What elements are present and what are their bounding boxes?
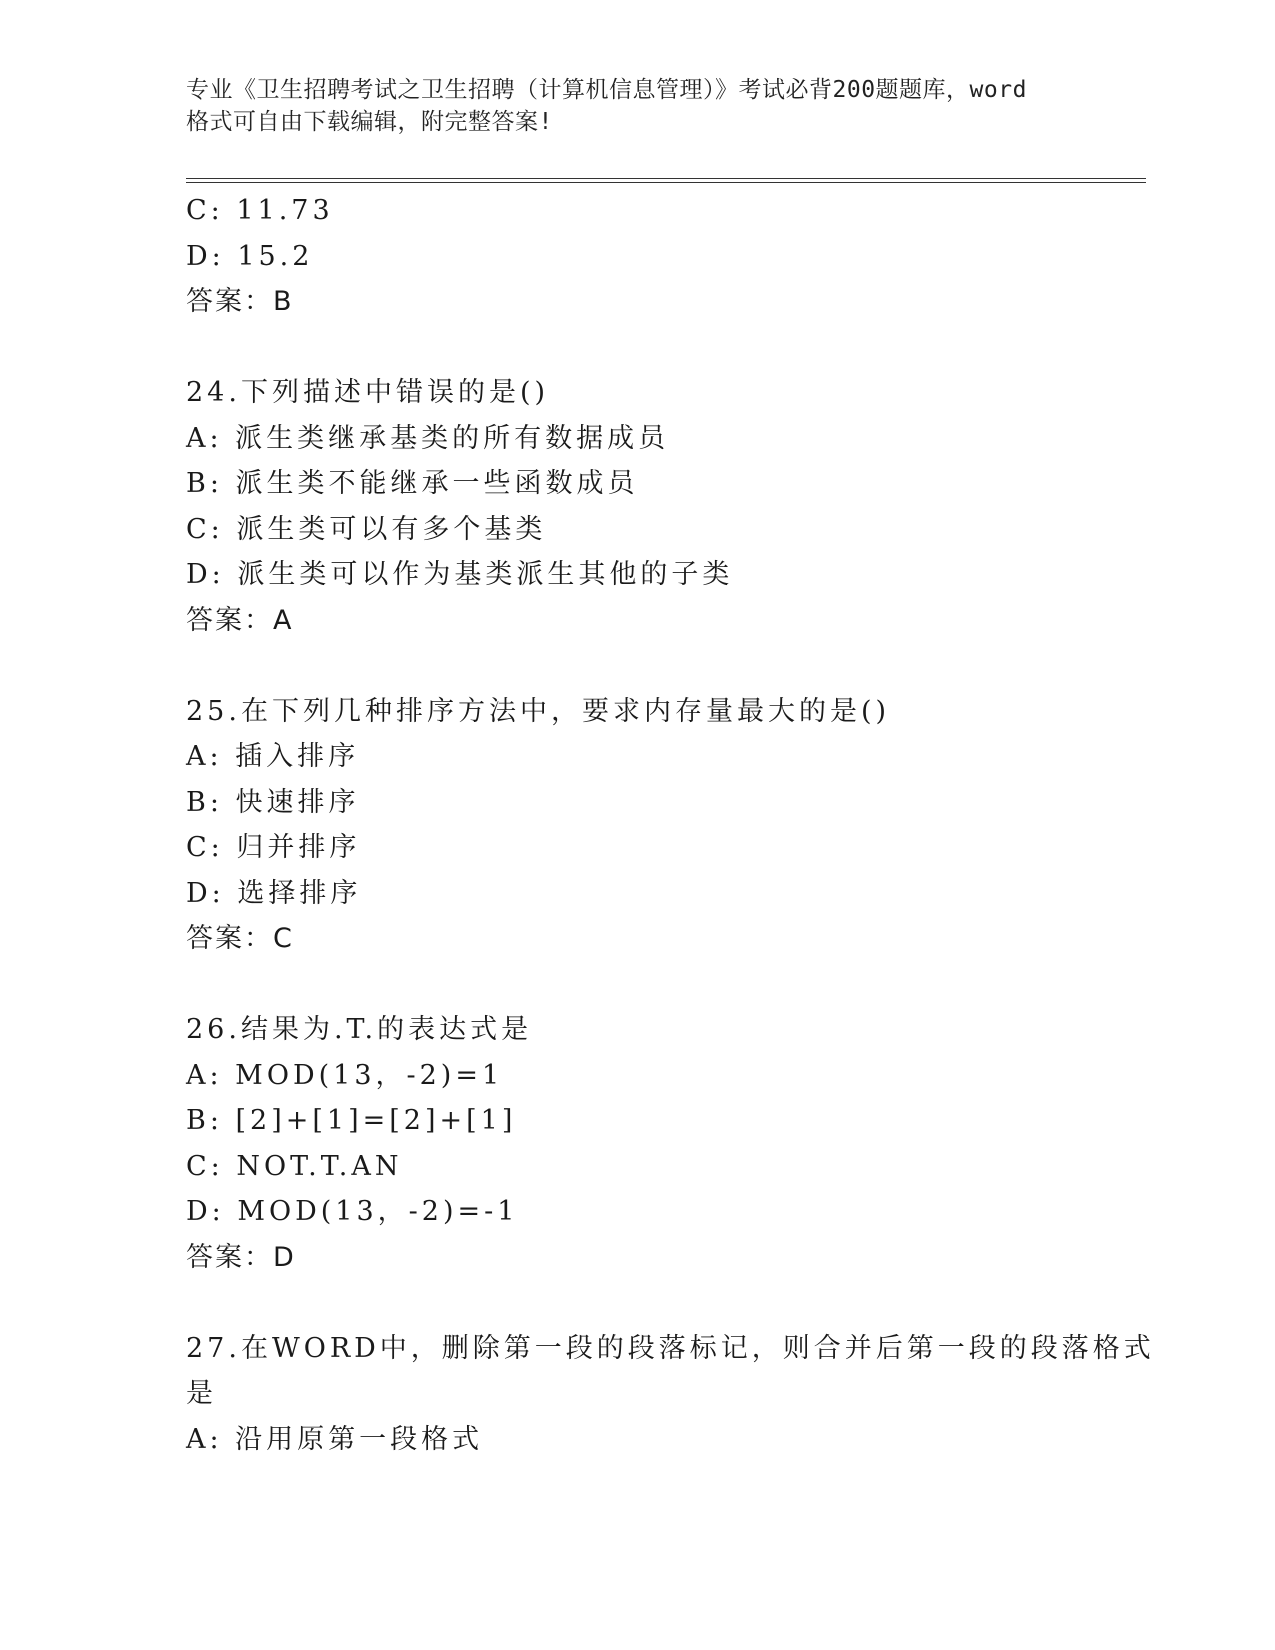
option-b: B: 派生类不能继承一些函数成员 xyxy=(186,468,639,499)
option-c: C: 派生类可以有多个基类 xyxy=(186,513,547,545)
question-23-tail xyxy=(186,188,1086,325)
option-c: C: 11.73 xyxy=(186,195,334,226)
question-stem: 26.结果为.T.的表达式是 xyxy=(186,1014,533,1045)
document-header xyxy=(186,74,1086,138)
option-b: B: [2]+[1]=[2]+[1] xyxy=(186,1105,517,1136)
question-27 xyxy=(186,1326,1155,1463)
option-d: D: MOD(13，-2)=-1 xyxy=(186,1196,519,1227)
header-line-2: 格式可自由下载编辑，附完整答案! xyxy=(186,109,553,135)
answer-line: 答案：D xyxy=(186,1241,296,1273)
spacer xyxy=(186,643,1086,689)
question-stem: 24.下列描述中错误的是() xyxy=(186,377,550,408)
spacer xyxy=(186,1280,1086,1326)
answer-line: 答案：C xyxy=(186,923,294,954)
option-a: A: MOD(13，-2)=1 xyxy=(186,1059,504,1091)
option-a: A: 沿用原第一段格式 xyxy=(186,1423,484,1455)
spacer xyxy=(186,325,1086,371)
question-24 xyxy=(186,370,1086,643)
header-divider-top xyxy=(186,178,1146,179)
option-d: D: 派生类可以作为基类派生其他的子类 xyxy=(186,559,734,590)
header-divider-bottom xyxy=(186,182,1146,183)
document-body xyxy=(186,188,1155,1462)
option-c: C: NOT.T.AN xyxy=(186,1150,403,1182)
question-stem-line-2: 是 xyxy=(186,1378,217,1409)
option-d: D: 选择排序 xyxy=(186,877,362,909)
answer-line: 答案：B xyxy=(186,286,294,317)
option-b: B: 快速排序 xyxy=(186,786,360,818)
header-line-1: 专业《卫生招聘考试之卫生招聘（计算机信息管理）》考试必背200题题库，word xyxy=(186,77,1027,103)
question-stem: 25.在下列几种排序方法中，要求内存量最大的是() xyxy=(186,695,891,727)
spacer xyxy=(186,962,1086,1008)
option-c: C: 归并排序 xyxy=(186,832,361,863)
option-a: A: 派生类继承基类的所有数据成员 xyxy=(186,422,670,454)
option-a: A: 插入排序 xyxy=(186,741,360,772)
question-stem-line-1: 27.在WORD中，删除第一段的段落标记，则合并后第一段的段落格式 xyxy=(186,1332,1155,1364)
answer-line: 答案：A xyxy=(186,604,294,636)
option-d: D: 15.2 xyxy=(186,240,314,272)
question-25 xyxy=(186,689,1086,962)
question-26 xyxy=(186,1007,1086,1280)
